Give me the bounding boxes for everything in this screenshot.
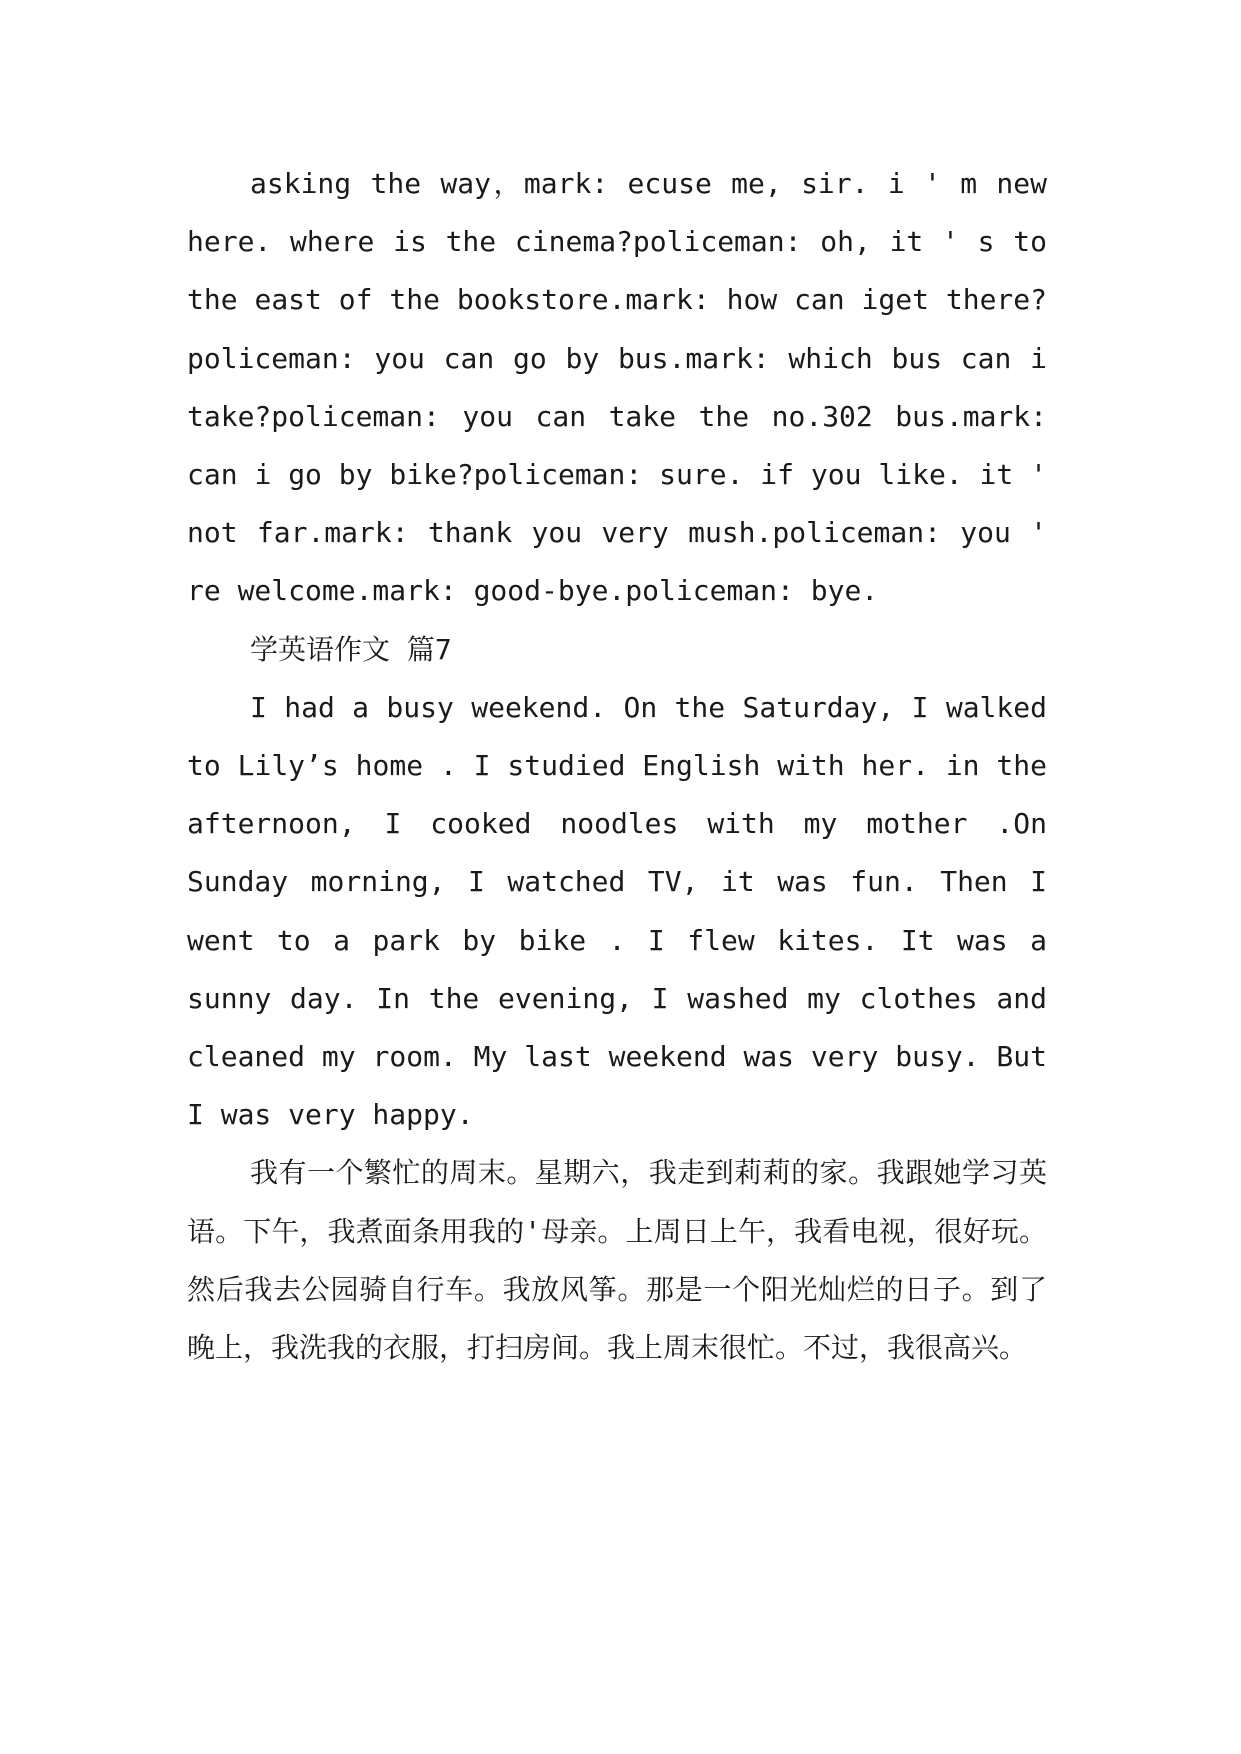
section-heading: 学英语作文 篇7 [250, 632, 452, 666]
essay-english-paragraph: I had a busy weekend. On the Saturday, I walked to Lily’s home . I studied English with her. in the afternoon, I cooked noodles with my mother .On Sunday morning, I watched TV, it was fun. Then I went to a park by bike . I flew kites. It was a sunny day. In the evening, I washed my clothes and cleaned my room. My last weekend was very busy. But I was very happy. [187, 690, 1047, 1132]
essay-chinese-paragraph: 我有一个繁忙的周末。星期六，我走到莉莉的家。我跟她学习英语。下午，我煮面条用我的'母亲。上周日上午，我看电视，很好玩。然后我去公园骑自行车。我放风筝。那是一个阳光灿烂的日子。到了晚上，我洗我的衣服，打扫房间。我上周末很忙。不过，我很高兴。 [187, 1156, 1047, 1365]
dialogue-paragraph: asking the way，mark: ecuse me, sir. i ' m new here. where is the cinema?policeman: oh, it ' s to the east of the bookstore.mark: how can iget there?policeman: you can go by bus.mark: which bus can i take?policeman: you can take the no.302 bus.mark: can i go by bike?policeman: sure. if you like. it ' not far.mark: thank you very mush.policeman: you ' re welcome.mark: good-bye.policeman: bye. [187, 167, 1047, 608]
document-body [187, 155, 1047, 1377]
